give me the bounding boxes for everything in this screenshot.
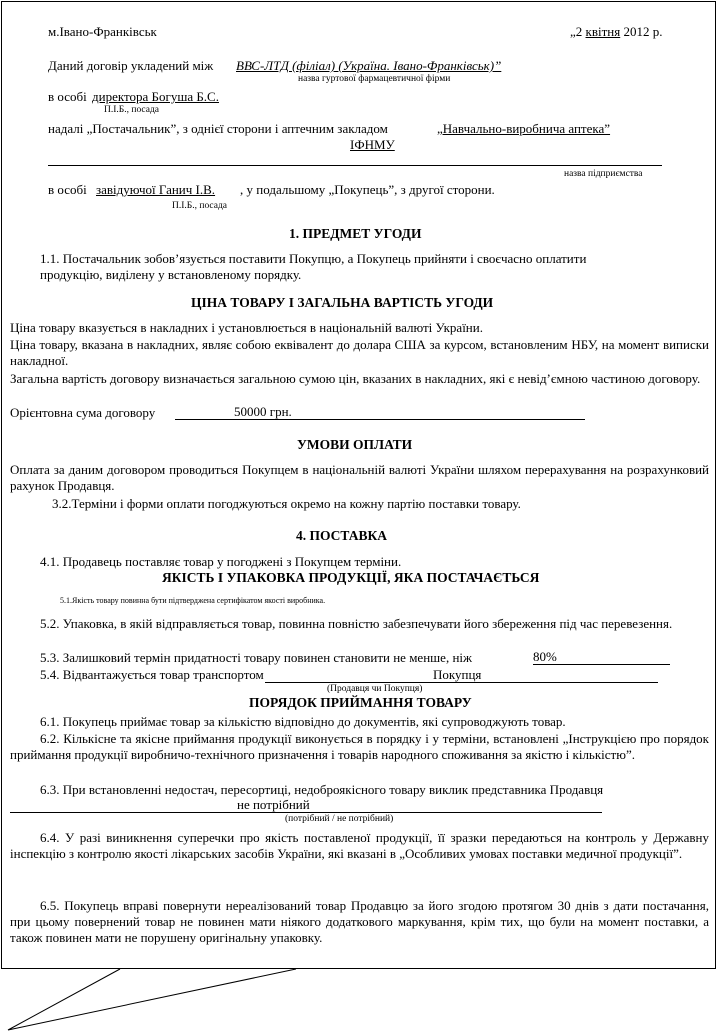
in-person-label: в особі bbox=[48, 89, 87, 104]
payment-paragraph-1: Оплата за даним договором проводиться Покупцем в національній валюті України шляхом перерахування на розрахунковий рахунок Продавця. bbox=[10, 462, 709, 493]
in-person-label-2: в особі bbox=[48, 182, 87, 197]
buyer-suffix: , у подальшому „Покупець”, з другої сторони. bbox=[240, 182, 495, 197]
city-label: м.Івано-Франківськ bbox=[48, 24, 157, 39]
representative-caption: П.І.Б., посада bbox=[104, 105, 160, 115]
pharmacy-name: „Навчально-виробнича аптека” bbox=[437, 121, 611, 136]
contract-between-label: Даний договір укладений між bbox=[48, 58, 214, 73]
section-quality-title: ЯКІСТЬ І УПАКОВКА ПРОДУКЦІЇ, ЯКА ПОСТАЧАЄТЬСЯ bbox=[162, 570, 540, 585]
clause-6-1: 6.1. Покупець приймає товар за кількістю відповідно до документів, які супроводжують товар. bbox=[40, 714, 566, 729]
clause-1-1-line-2: продукцію, виділену у встановленому порядку. bbox=[40, 267, 302, 282]
representative-caption-2: П.І.Б., посада bbox=[172, 201, 228, 211]
clause-6-5: 6.5. Покупець вправі повернути нереалізований товар Продавцю за його згодою протягом 30 днів з дати постачання, при цьому повернений товар не повинен мати ніякого додаткового маркування, крім тих, що були на момент поставки, а також повинен мати не порушену оригінальну упаковку. bbox=[10, 898, 709, 945]
supplier-caption: назва гуртової фармацевтичної фірми bbox=[298, 74, 451, 84]
clause-5-3-value: 80% bbox=[533, 649, 557, 664]
clause-6-4: 6.4. У разі виникнення суперечки про якість поставленої продукції, її зразки передаються на контроль у Державну інспекцію з контролю якості лікарських засобів України, які вказані в „Особливих умовах поставки медичної продукції”. bbox=[10, 830, 709, 861]
clause-5-1: 5.1.Якість товару повинна бути підтверджена сертифікатом якості виробника. bbox=[60, 596, 326, 605]
price-paragraph-1: Ціна товару вказується в накладних і установлюється в національній валюті України. bbox=[10, 320, 483, 335]
clause-6-3-value: не потрібний bbox=[237, 797, 310, 812]
section-delivery-title: 4. ПОСТАВКА bbox=[296, 528, 388, 543]
clause-5-2: 5.2. Упаковка, в якій відправляється товар, повинна повністю забезпечувати його збереження під час перевезення. bbox=[40, 616, 673, 631]
sum-value: 50000 грн. bbox=[234, 404, 292, 419]
callout-pointer bbox=[0, 960, 719, 1032]
clause-1-1-line-1: 1.1. Постачальник зобов’язується поставити Покупцю, а Покупець прийняти і своєчасно оплатити bbox=[40, 251, 587, 266]
company-caption: назва підприємства bbox=[564, 169, 643, 179]
section-payment-title: УМОВИ ОПЛАТИ bbox=[297, 437, 413, 452]
clause-5-4-label: 5.4. Відвантажується товар транспортом bbox=[40, 667, 264, 682]
buyer-representative: завідуючої Ганич І.В. bbox=[96, 182, 216, 197]
payment-paragraph-2: 3.2.Терміни і форми оплати погоджуються окремо на кожну партію поставки товару. bbox=[52, 496, 521, 511]
section-acceptance-title: ПОРЯДОК ПРИЙМАННЯ ТОВАРУ bbox=[249, 695, 472, 710]
clause-5-4-caption: (Продавця чи Покупця) bbox=[327, 684, 423, 694]
sum-label: Орієнтовна сума договору bbox=[10, 405, 156, 420]
supplier-name: ВВС-ЛТД (філіал) (Україна. Івано-Франківськ)” bbox=[236, 58, 502, 73]
pharmacy-name-line-2: ІФНМУ bbox=[350, 137, 395, 152]
supplier-representative: директора Богуша Б.С. bbox=[92, 89, 219, 104]
clause-6-3: 6.3. При встановленні недостач, пересортиці, недоброякісного товару виклик представника Продавця bbox=[40, 782, 604, 797]
section-price-title: ЦІНА ТОВАРУ І ЗАГАЛЬНА ВАРТІСТЬ УГОДИ bbox=[191, 295, 494, 310]
contract-date: „2 квітня 2012 р. bbox=[570, 24, 663, 39]
clause-6-3-caption: (потрібний / не потрібний) bbox=[285, 814, 394, 824]
price-paragraph-2: Ціна товару, вказана в накладних, являє собою еквівалент до долара США за курсом, встановленим НБУ, на момент виписки накладної. bbox=[10, 337, 709, 368]
section-subject-title: 1. ПРЕДМЕТ УГОДИ bbox=[289, 226, 422, 241]
price-paragraph-3: Загальна вартість договору визначається загальною сумою цін, вказаних в накладних, які є невід’ємною частиною договору. bbox=[10, 371, 701, 386]
clause-5-4-value: Покупця bbox=[433, 667, 482, 682]
clause-4-1: 4.1. Продавець поставляє товар у погодженi з Покупцем терміни. bbox=[40, 554, 402, 569]
clause-5-3-label: 5.3. Залишковий термін придатності товару повинен становити не менше, ніж bbox=[40, 650, 472, 665]
company-blank-line bbox=[48, 165, 662, 166]
hereinafter-text: надалі „Постачальник”, з однієї сторони і аптечним закладом bbox=[48, 121, 388, 136]
clause-6-2: 6.2. Кількісне та якісне приймання продукції виконується в порядку і у терміни, встановлені „Інструкцією про порядок приймання продукції виробничо-технічного призначення і товарів народного споживання за якістю і кількістю”. bbox=[10, 731, 709, 762]
